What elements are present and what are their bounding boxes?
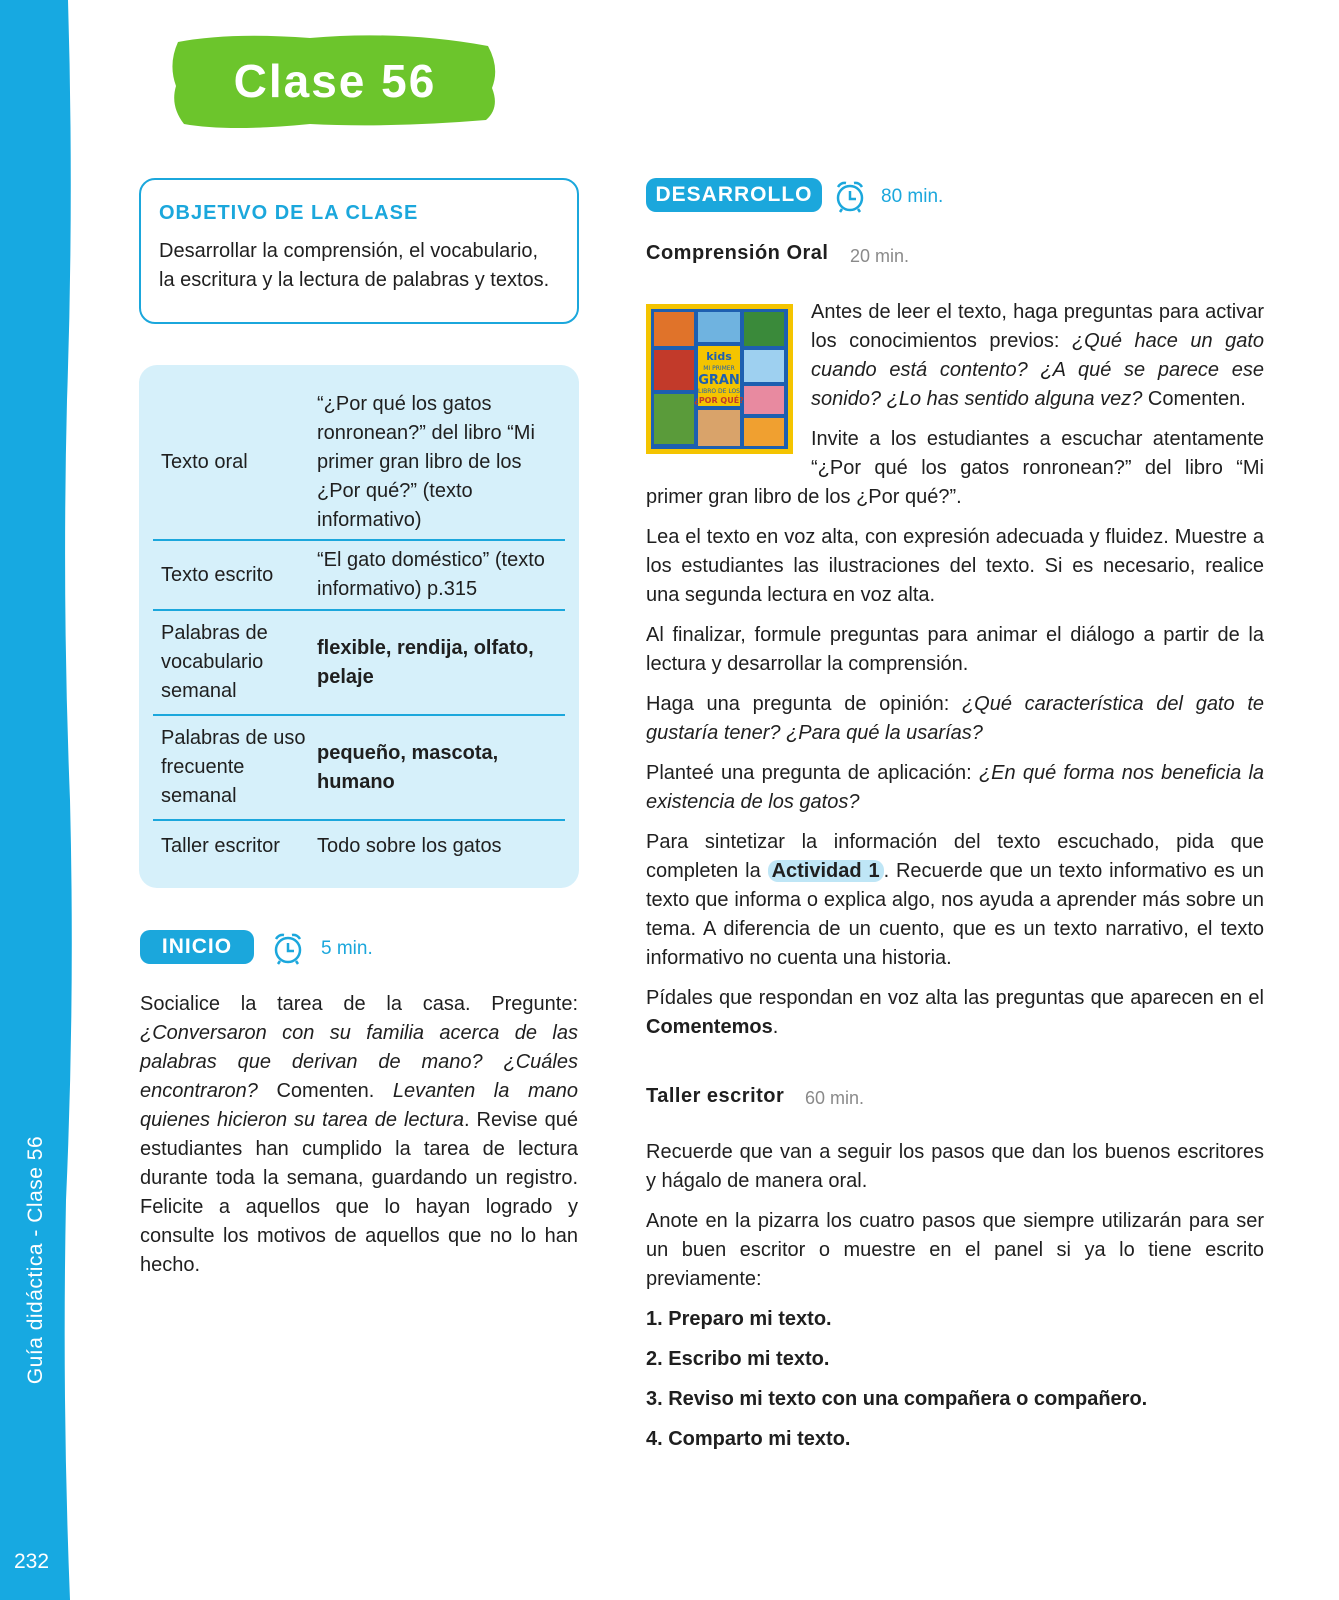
guide-label: Guía didáctica - Clase 56 [24, 1135, 47, 1385]
taller-escritor-heading: Taller escritor [646, 1085, 785, 1107]
taller-paragraph-2: Anote en la pizarra los cuatro pasos que siempre utilizarán para ser un buen escritor o muestre en el panel si ya lo tiene escrito previamente: [646, 1210, 1264, 1290]
class-info-table [139, 365, 579, 888]
inicio-badge: INICIO [140, 930, 254, 964]
page-number: 232 [14, 1550, 50, 1573]
info-label: Palabras de vocabulario semanal [161, 622, 268, 702]
book-line2: GRAN [698, 373, 740, 388]
info-label: Palabras de uso frecuente semanal [161, 727, 306, 807]
comprension-oral-heading: Comprensión Oral [646, 242, 829, 264]
info-label: Texto escrito [161, 563, 274, 586]
comprension-paragraph-5: Haga una pregunta de opinión: ¿Qué característica del gato te gustaría tener? ¿Para qué la usarías? [646, 693, 1264, 744]
info-row-vocabulario [153, 611, 565, 716]
inicio-paragraph: Socialice la tarea de la casa. Pregunte: ¿Conversaron con su familia acerca de las palabras que derivan de mano? ¿Cuáles encontraron? Comenten. Levanten la mano quienes hicieron su tarea de lectura. Revise qué estudiantes han cumplido la tarea de lectura durante toda la semana, guardando un registro. Felicite a aquellos que lo hayan logrado y consulte los motivos de aquellos que no lo han hecho. [140, 993, 578, 1276]
writing-step: 4. Comparto mi texto. [646, 1428, 851, 1450]
comprension-paragraph-8: Pídales que respondan en voz alta las preguntas que aparecen en el Comentemos. [646, 987, 1264, 1038]
taller-paragraph-1: Recuerde que van a seguir los pasos que dan los buenos escritores y hágalo de manera oral. [646, 1141, 1264, 1192]
comprension-paragraph-3: Lea el texto en voz alta, con expresión adecuada y fluidez. Muestre a los estudiantes las ilustraciones del texto. Si es necesario, realice una segunda lectura en voz alta. [646, 526, 1264, 606]
alarm-clock-icon [270, 930, 306, 966]
objective-heading: OBJETIVO DE LA CLASE [159, 202, 419, 224]
taller-escritor-minutes: 60 min. [805, 1088, 865, 1108]
comprension-oral-body [646, 298, 1264, 1053]
desarrollo-badge: DESARROLLO [646, 178, 822, 212]
alarm-clock-icon [832, 178, 868, 214]
book-line4: ¿POR QUÉ? [694, 396, 744, 405]
info-row-texto-escrito [153, 541, 565, 611]
objective-box [139, 178, 579, 324]
info-row-texto-oral [153, 385, 565, 541]
class-title: Clase 56 [233, 55, 437, 107]
comprension-paragraph-7: Para sintetizar la información del texto escuchado, pida que completen la Actividad 1 . Recuerde que un texto informativo es un texto que informa o explica algo, nos ayuda a aprender más sobre un tema. A diferencia de un cuento, que es un texto narrativo, el texto informativo no cuenta una historia. [646, 831, 1264, 969]
info-value: “¿Por qué los gatos ronronean?” del libro “Mi primer gran libro de los ¿Por qué?” (texto informativo) [317, 392, 535, 531]
info-value: “El gato doméstico” (texto informativo) p.315 [317, 549, 545, 600]
comprension-oral-minutes: 20 min. [850, 246, 910, 266]
inicio-minutes: 5 min. [321, 938, 373, 959]
writing-step: 3. Reviso mi texto con una compañera o compañero. [646, 1388, 1148, 1410]
writing-step: 2. Escribo mi texto. [646, 1348, 830, 1370]
comprension-paragraph-2: Invite a los estudiantes a escuchar atentamente “¿Por qué los gatos ronronean?” del libro “Mi primer gran libro de los ¿Por qué?”. [646, 428, 1264, 508]
writing-step: 1. Preparo mi texto. [646, 1308, 832, 1330]
info-row-taller-escritor [153, 821, 565, 871]
info-label: Taller escritor [161, 834, 280, 857]
taller-escritor-body [646, 1138, 1264, 1465]
book-line1: MI PRIMER [703, 365, 735, 372]
info-label: Texto oral [161, 450, 248, 473]
book-brand: kids [706, 350, 732, 363]
info-row-uso-frecuente [153, 716, 565, 821]
book-cover-image [646, 304, 793, 454]
book-line3: LIBRO DE LOS [697, 388, 741, 395]
objective-text: Desarrollar la comprensión, el vocabulario, la escritura y la lectura de palabras y textos. [159, 240, 550, 291]
actividad-highlight: Actividad 1 [768, 860, 884, 882]
comprension-paragraph-4: Al finalizar, formule preguntas para animar el diálogo a partir de la lectura y desarrollar la comprensión. [646, 624, 1264, 675]
comprension-paragraph-6: Planteé una pregunta de aplicación: ¿En qué forma nos beneficia la existencia de los gatos? [646, 762, 1265, 813]
info-value: flexible, rendija, olfato, pelaje [317, 636, 534, 688]
class-title-banner [170, 28, 500, 132]
desarrollo-minutes: 80 min. [881, 186, 944, 207]
comprension-paragraph-1: Antes de leer el texto, haga preguntas para activar los conocimientos previos: ¿Qué hace un gato cuando está contento? ¿A qué se parece ese sonido? ¿Lo has sentido alguna vez? Comenten. [811, 301, 1264, 410]
info-value: Todo sobre los gatos [317, 834, 502, 857]
info-value: pequeño, mascota, humano [317, 741, 499, 793]
